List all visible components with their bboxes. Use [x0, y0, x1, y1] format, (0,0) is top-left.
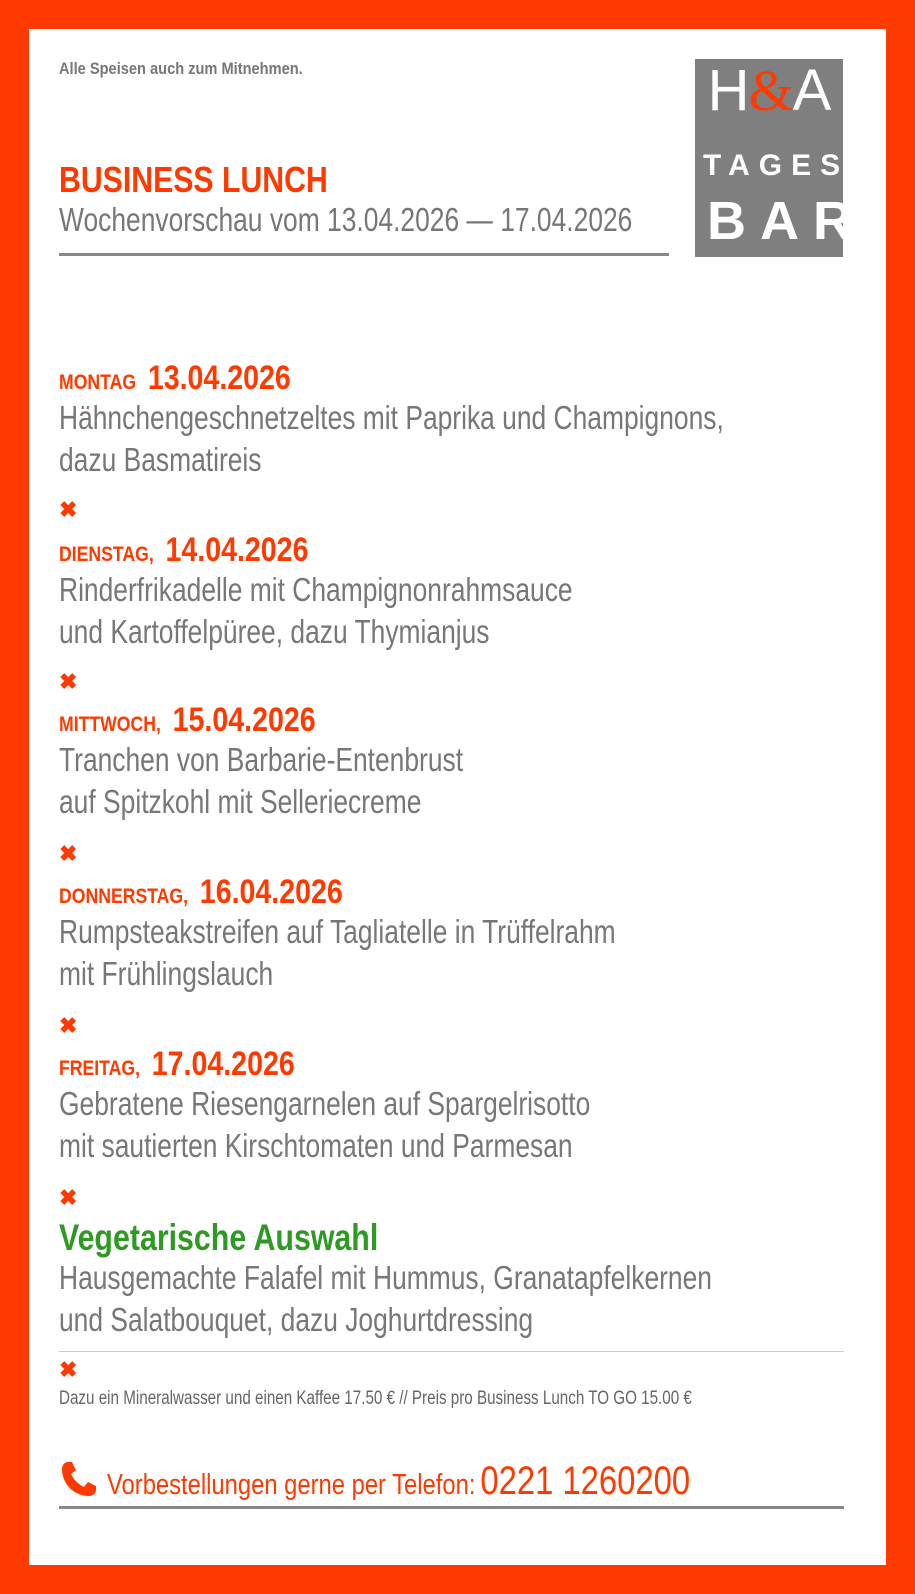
day-heading-thursday: [59, 873, 343, 912]
day-heading-tuesday: [59, 531, 308, 570]
separator-icon: ✖: [59, 1013, 78, 1038]
dish-line: Hähnchengeschnetzeltes mit Paprika und Champignons,: [59, 399, 724, 436]
footer-divider: [59, 1506, 844, 1509]
separator-icon: ✖: [59, 1357, 78, 1382]
day-date: 15.04.2026: [172, 701, 316, 739]
dish-line: Tranchen von Barbarie-Entenbrust: [59, 741, 464, 778]
phone-number[interactable]: 0221 1260200: [480, 1459, 691, 1503]
logo-h: H: [707, 58, 749, 123]
phone-text: [107, 1459, 690, 1504]
logo-ampersand: &: [748, 58, 793, 123]
dish-line: Hausgemachte Falafel mit Hummus, Granatapfelkernen: [59, 1259, 712, 1296]
day-name: MONTAG: [59, 371, 137, 394]
phone-icon: [59, 1459, 99, 1499]
day-name: FREITAG,: [59, 1057, 141, 1080]
price-note: Dazu ein Mineralwasser und einen Kaffee 17.50 € // Preis pro Business Lunch TO GO 15.00 €: [59, 1388, 692, 1409]
dish-line: Rumpsteakstreifen auf Tagliatelle in Trüffelrahm: [59, 913, 616, 950]
week-range: Wochenvorschau vom 13.04.2026 — 17.04.2026: [59, 201, 633, 238]
logo-monogram: [695, 58, 843, 123]
day-date: 17.04.2026: [151, 1045, 295, 1083]
takeaway-note: Alle Speisen auch zum Mitnehmen.: [59, 59, 303, 78]
day-heading-monday: [59, 359, 291, 398]
phone-label: Vorbestellungen gerne per Telefon:: [107, 1469, 476, 1501]
separator-icon: ✖: [59, 1185, 78, 1210]
day-heading-friday: [59, 1045, 295, 1084]
divider: [59, 1351, 844, 1352]
dish-line: mit sautierten Kirschtomaten und Parmesan: [59, 1127, 573, 1164]
logo-a: A: [792, 58, 831, 123]
logo-bar: BAR: [707, 191, 866, 251]
vegetarian-title: Vegetarische Auswahl: [59, 1217, 379, 1258]
separator-icon: ✖: [59, 669, 78, 694]
menu-card: [29, 29, 886, 1565]
dish-line: Rinderfrikadelle mit Champignonrahmsauce: [59, 571, 573, 608]
logo: [695, 58, 866, 257]
page-title: BUSINESS LUNCH: [59, 159, 328, 200]
day-date: 14.04.2026: [165, 531, 309, 569]
separator-icon: ✖: [59, 841, 78, 866]
dish-line: auf Spitzkohl mit Selleriecreme: [59, 783, 422, 820]
separator-icon: ✖: [59, 497, 78, 522]
day-date: 16.04.2026: [199, 873, 343, 911]
logo-tages: TAGES: [703, 149, 850, 182]
day-name: DONNERSTAG,: [59, 885, 189, 908]
day-name: DIENSTAG,: [59, 543, 154, 566]
header-divider: [59, 253, 669, 256]
dish-line: Gebratene Riesengarnelen auf Spargelrisotto: [59, 1085, 591, 1122]
day-heading-wednesday: [59, 701, 316, 740]
dish-line: mit Frühlingslauch: [59, 955, 274, 992]
day-name: MITTWOCH,: [59, 713, 161, 736]
dish-line: und Salatbouquet, dazu Joghurtdressing: [59, 1301, 534, 1338]
day-date: 13.04.2026: [147, 359, 291, 397]
dish-line: und Kartoffelpüree, dazu Thymianjus: [59, 613, 490, 650]
dish-line: dazu Basmatireis: [59, 441, 262, 478]
